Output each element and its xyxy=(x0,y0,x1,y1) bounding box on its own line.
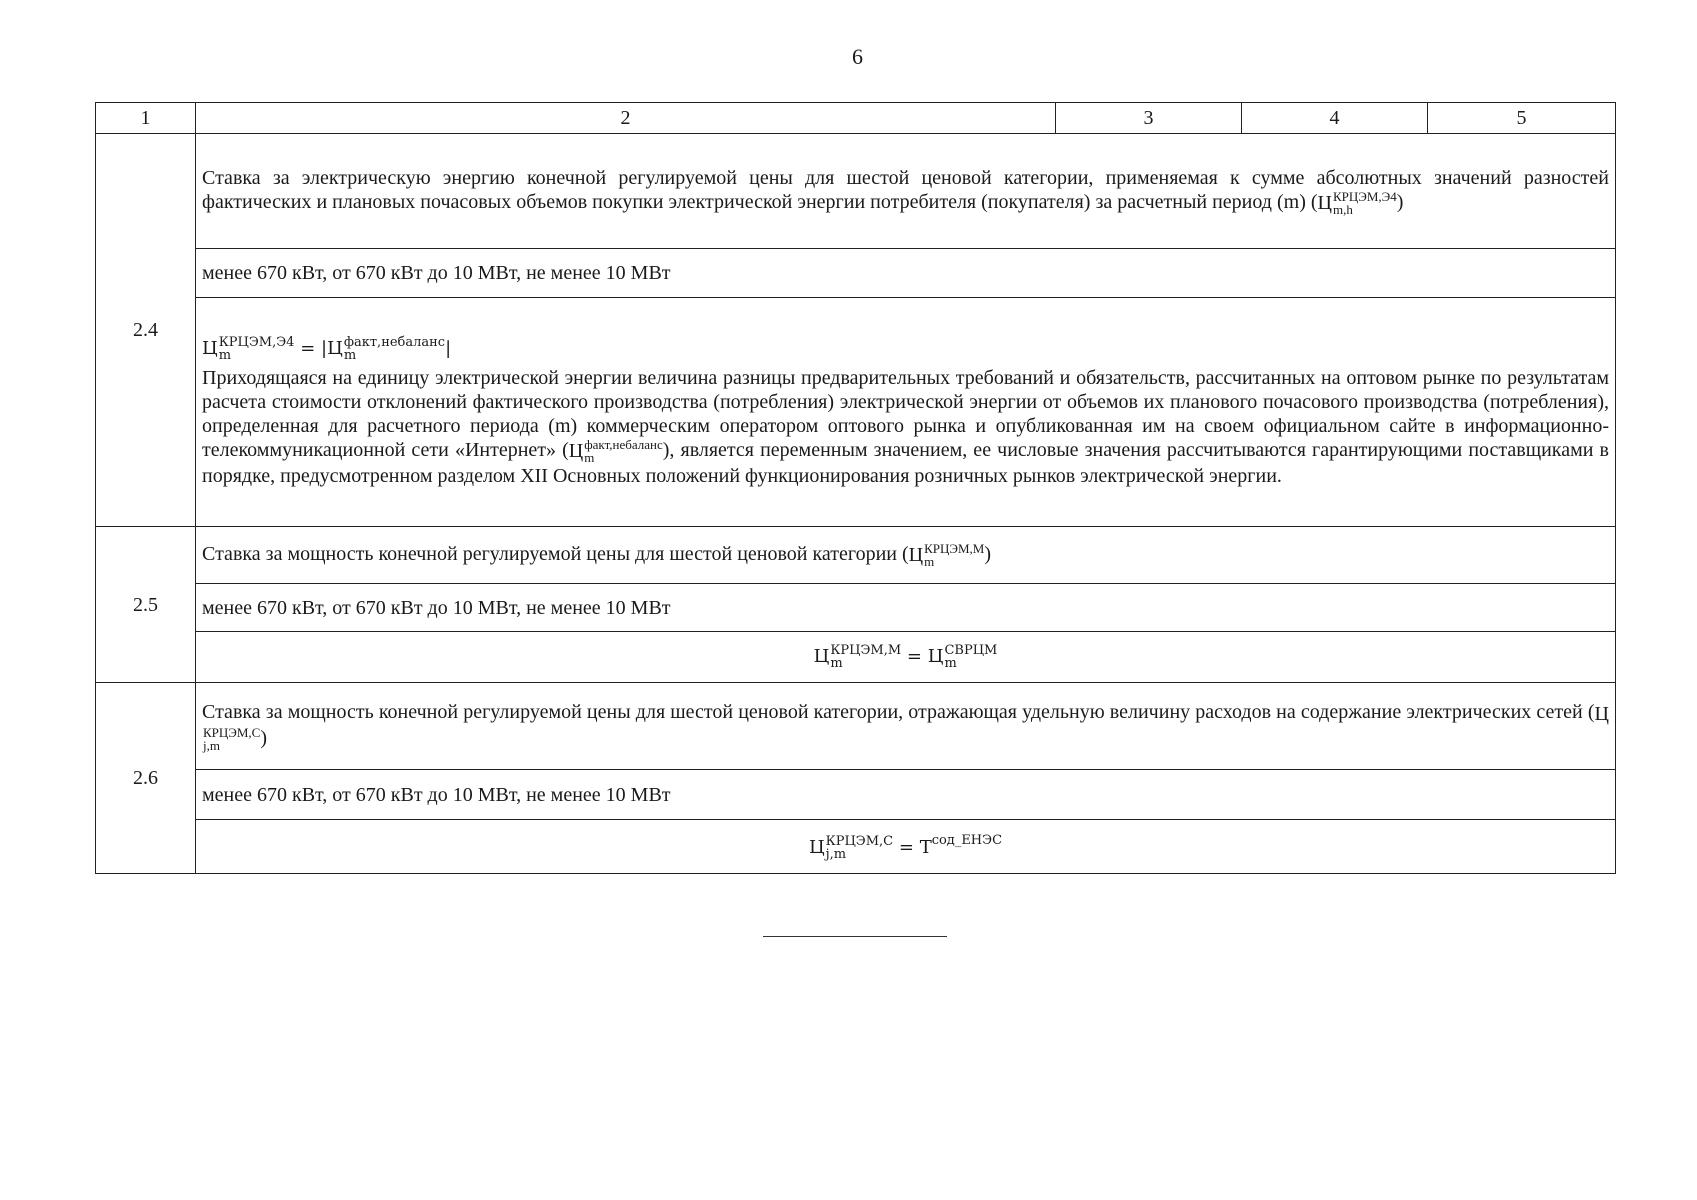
table-row xyxy=(96,134,1616,249)
table-row xyxy=(96,527,1616,584)
formula-rhs-symbol: Ц xyxy=(927,646,944,668)
price-symbol: Ц xyxy=(908,544,924,567)
explanation-subscript: m xyxy=(584,450,595,466)
symbol-subscript: m xyxy=(924,554,935,570)
formula-lhs-superscript: КРЦЭМ,М xyxy=(830,643,902,658)
description-close: ) xyxy=(1396,190,1404,213)
description-text: Ставка за мощность конечной регулируемой цены для шестой ценовой категории, отражающая удельную величину расходов на содержание электрических сетей ( xyxy=(202,701,1595,724)
formula-explanation xyxy=(202,366,1609,488)
explanation-text: Приходящаяся на единицу электрической энергии величина разницы предварительных требований и обязательств, рассчитанных на оптовом рынке по результатам расчета стоимости отклонений фактического производства (потребления) электрической энергии от объемов их планового почасового производства (потребления), определенная для расчетного периода (m) коммерческим оператором оптового рынка и опубликованная им на своем официальном сайте в информационно-телекоммуникационной сети «Интернет» ( xyxy=(202,366,1609,461)
page-number: 6 xyxy=(852,44,863,69)
formula-lhs-symbol: Ц xyxy=(813,646,830,668)
formula-and-explanation xyxy=(196,298,1616,527)
formula-lhs-superscript: КРЦЭМ,Э4 xyxy=(218,334,295,350)
formula xyxy=(202,336,1609,362)
formula-lhs-subscript: m xyxy=(830,656,843,671)
formula xyxy=(196,820,1616,874)
formula-abs-close: | xyxy=(445,338,452,359)
formula-lhs-symbol: Ц xyxy=(808,836,825,858)
tariff-table xyxy=(95,102,1616,874)
table-row xyxy=(96,584,1616,632)
formula-rhs-superscript: СВРЦМ xyxy=(944,643,998,658)
header-col-1: 1 xyxy=(96,103,196,134)
symbol-superscript: КРЦЭМ,С xyxy=(203,724,261,740)
formula-lhs-subscript: j,m xyxy=(825,846,847,862)
formula-equals: = xyxy=(906,646,923,668)
table-row xyxy=(96,683,1616,770)
table-row xyxy=(96,632,1616,683)
formula-rhs-indices xyxy=(944,644,997,670)
symbol-indices xyxy=(203,726,260,752)
table-header-row xyxy=(96,103,1616,134)
power-ranges: менее 670 кВт, от 670 кВт до 10 МВт, не менее 10 МВт xyxy=(196,770,1616,820)
section-number: 2.4 xyxy=(96,134,196,527)
power-ranges: менее 670 кВт, от 670 кВт до 10 МВт, не менее 10 МВт xyxy=(196,584,1616,632)
power-ranges: менее 670 кВт, от 670 кВт до 10 МВт, не менее 10 МВт xyxy=(196,249,1616,298)
symbol-indices xyxy=(1333,190,1397,216)
formula-lhs-indices xyxy=(219,336,295,362)
formula xyxy=(196,632,1616,683)
section-number: 2.5 xyxy=(96,527,196,683)
symbol-superscript: КРЦЭМ,М xyxy=(924,541,985,557)
explanation-text-continued: ), является переменным значением, ее числовые значения рассчитываются гарантирующими поставщиками в порядке, предусмотренном разделом XII Основных положений функционирования розничных рынков электрической энергии. xyxy=(202,438,1609,488)
formula-lhs-indices xyxy=(826,835,893,861)
formula-rhs-subscript: m xyxy=(944,656,957,671)
table-row xyxy=(96,298,1616,527)
header-col-3: 3 xyxy=(1056,103,1242,134)
formula-lhs-indices xyxy=(830,644,901,670)
formula-rhs-superscript: факт,небаланс xyxy=(343,334,446,350)
symbol-indices xyxy=(924,542,984,568)
table-row xyxy=(96,770,1616,820)
symbol-superscript: КРЦЭМ,Э4 xyxy=(1332,189,1397,205)
description-text: Ставка за электрическую энергию конечной регулируемой цены для шестой ценовой категории, применяемая к сумме абсолютных значений разностей фактических и плановых почасовых объемов покупки электрической энергии потребителя (покупателя) за расчетный период (m) ( xyxy=(202,166,1609,213)
formula-rhs-symbol: Т xyxy=(919,836,932,858)
price-symbol: Ц xyxy=(1594,702,1609,725)
description-text: Ставка за мощность конечной регулируемой цены для шестой ценовой категории ( xyxy=(202,542,909,565)
description-close: ) xyxy=(260,726,268,749)
formula-lhs-subscript: m xyxy=(218,347,232,363)
explanation-indices xyxy=(584,438,663,464)
price-symbol: Ц xyxy=(1317,192,1332,215)
formula-rhs-symbol: Ц xyxy=(327,338,343,359)
formula-equals: = xyxy=(300,338,316,359)
explanation-superscript: факт,небаланс xyxy=(584,437,663,453)
rate-description xyxy=(196,527,1616,584)
formula-rhs-superscript: сод_ЕНЭС xyxy=(931,832,1003,848)
formula-lhs-symbol: Ц xyxy=(202,338,218,359)
explanation-symbol: Ц xyxy=(568,440,584,463)
symbol-subscript: j,m xyxy=(203,737,220,753)
header-col-2: 2 xyxy=(196,103,1056,134)
formula-rhs-subscript: m xyxy=(343,347,357,363)
description-close: ) xyxy=(984,542,992,565)
rate-description xyxy=(196,134,1616,249)
formula-equals: = xyxy=(898,836,914,858)
header-col-5: 5 xyxy=(1428,103,1616,134)
table-row xyxy=(96,820,1616,874)
header-col-4: 4 xyxy=(1242,103,1428,134)
end-of-document-rule xyxy=(763,936,947,937)
symbol-subscript: m,h xyxy=(1332,202,1353,218)
section-number: 2.6 xyxy=(96,683,196,874)
formula-lhs-superscript: КРЦЭМ,С xyxy=(825,833,894,849)
formula-rhs-indices xyxy=(344,336,445,362)
rate-description xyxy=(196,683,1616,770)
formula-abs-open: | xyxy=(321,338,328,359)
table-row xyxy=(96,249,1616,298)
